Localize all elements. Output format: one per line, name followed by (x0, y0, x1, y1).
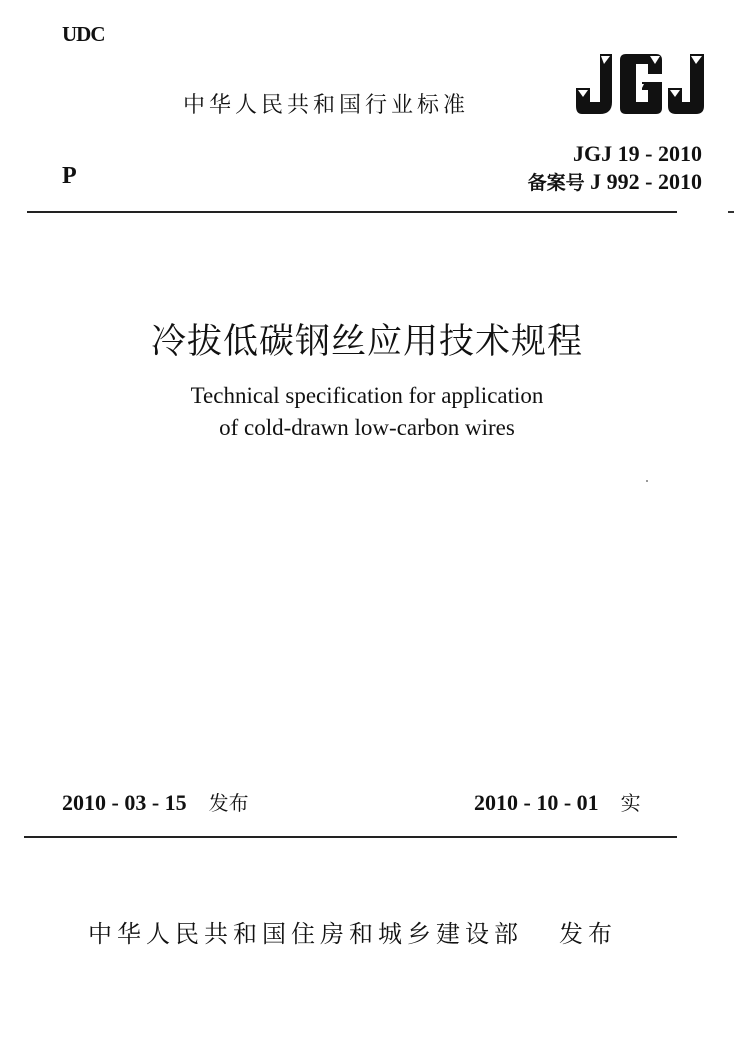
title-english-line-2: of cold-drawn low-carbon wires (219, 415, 515, 440)
standard-number-block (528, 140, 702, 197)
issue-date-block (62, 787, 249, 816)
date-divider (24, 836, 677, 838)
issue-label: 发布 (208, 791, 249, 815)
title-english-line-1: Technical specification for application (190, 383, 544, 408)
implement-label: 实 (620, 791, 641, 815)
jgj-logo (574, 52, 706, 116)
record-number: J 992 - 2010 (590, 169, 702, 194)
classification-code: P (62, 163, 77, 189)
publisher-block (88, 914, 617, 949)
record-number-row (528, 168, 702, 197)
record-label: 备案号 (527, 172, 585, 194)
publisher-name: 中华人民共和国住房和城乡建设部 (88, 920, 523, 948)
jgj-logo-icon (574, 52, 706, 116)
udc-label: UDC (62, 22, 105, 46)
issue-date: 2010 - 03 - 15 (62, 790, 187, 815)
document-title-chinese: 冷拔低碳钢丝应用技术规程 (150, 322, 583, 362)
implement-date: 2010 - 10 - 01 (474, 790, 599, 815)
document-title-english (0, 380, 734, 444)
scan-speck (646, 480, 648, 482)
publish-label: 发布 (559, 920, 617, 948)
implement-date-block (474, 787, 641, 816)
industry-standard-heading: 中华人民共和国行业标准 (183, 93, 470, 118)
header-divider (27, 211, 677, 213)
edge-mark (728, 211, 734, 213)
standard-number: JGJ 19 - 2010 (573, 141, 702, 166)
